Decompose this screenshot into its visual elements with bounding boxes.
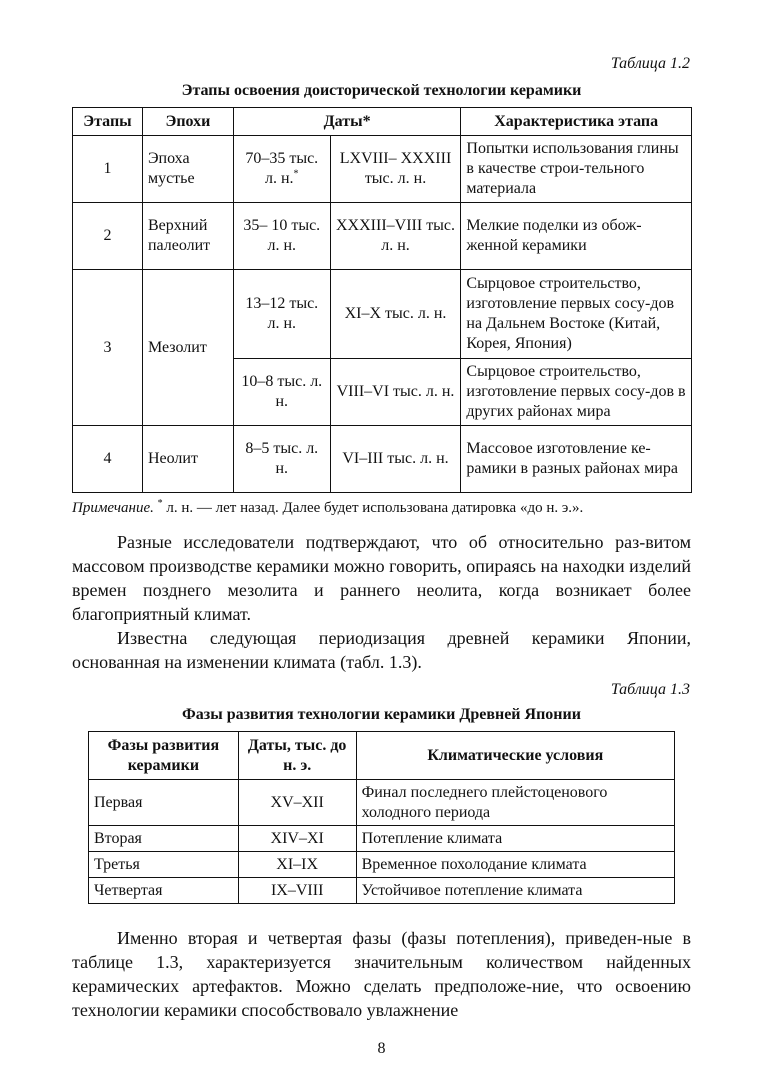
stage-cell: 1	[73, 136, 143, 203]
climate-cell: Устойчивое потепление климата	[356, 878, 674, 904]
table-1-2	[72, 107, 692, 493]
table-row	[89, 878, 675, 904]
date-roman-cell: VI–III тыс. л. н.	[330, 426, 461, 493]
paragraph-text: Известна следующая периодизация древней керамики Японии, основанная на изменении климата (табл. 1.3).	[72, 628, 691, 672]
table-header-cell: Характеристика этапа	[461, 108, 692, 136]
epoch-cell: Мезолит	[142, 270, 233, 426]
phase-cell: Вторая	[89, 826, 239, 852]
table-row	[73, 426, 692, 493]
paragraph-1	[72, 530, 691, 626]
dates-cell: IX–VIII	[238, 878, 356, 904]
stage-cell: 2	[73, 203, 143, 270]
stage-cell: 4	[73, 426, 143, 493]
table-1-3-label: Таблица 1.3	[610, 681, 690, 698]
date-roman-cell: XI–X тыс. л. н.	[330, 270, 461, 359]
description-cell: Сырцовое строительство, изготовление первых сосу-дов на Дальнем Востоке (Китай, Корея, Япония)	[461, 270, 692, 359]
footnote-marker: *	[293, 168, 299, 180]
note-marker: *	[157, 498, 163, 509]
date-cell: 10–8 тыс. л. н.	[233, 359, 330, 426]
date-roman-cell: VIII–VI тыс. л. н.	[330, 359, 461, 426]
table-header-cell: Даты, тыс. до н. э.	[238, 732, 356, 780]
table-row	[73, 203, 692, 270]
note-text: л. н. — лет назад. Далее будет использована датировка «до н. э.».	[162, 500, 584, 516]
phase-cell: Четвертая	[89, 878, 239, 904]
date-roman-cell: XXXIII–VIII тыс. л. н.	[330, 203, 461, 270]
paragraph-2	[72, 626, 691, 674]
note-label: Примечание.	[72, 500, 154, 516]
date-cell: 35– 10 тыс. л. н.	[233, 203, 330, 270]
epoch-cell: Неолит	[142, 426, 233, 493]
description-cell: Сырцовое строительство, изготовление первых сосу-дов в других районах мира	[461, 359, 692, 426]
climate-cell: Потепление климата	[356, 826, 674, 852]
climate-cell: Временное похолодание климата	[356, 852, 674, 878]
table-1-3	[88, 731, 675, 904]
description-cell: Массовое изготовление ке-рамики в разных районах мира	[461, 426, 692, 493]
page-number: 8	[377, 1040, 386, 1057]
date-cell: 13–12 тыс. л. н.	[233, 270, 330, 359]
dates-cell: XIV–XI	[238, 826, 356, 852]
phase-cell: Третья	[89, 852, 239, 878]
date-cell: 8–5 тыс. л. н.	[233, 426, 330, 493]
table-row	[89, 780, 675, 826]
climate-cell: Финал последнего плейстоценового холодного периода	[356, 780, 674, 826]
date-cell	[233, 136, 330, 203]
table-1-2-title: Этапы освоения доисторической технологии керамики	[181, 82, 582, 99]
paragraph-3	[72, 926, 691, 1022]
table-row	[89, 826, 675, 852]
table-header-cell: Этапы	[73, 108, 143, 136]
table-header-cell: Климатические условия	[356, 732, 674, 780]
table-1-2-label: Таблица 1.2	[610, 55, 690, 72]
table-header-cell: Даты*	[233, 108, 461, 136]
dates-cell: XV–XII	[238, 780, 356, 826]
table-row	[73, 136, 692, 203]
table-header-cell: Эпохи	[142, 108, 233, 136]
table-row	[73, 270, 692, 359]
description-cell: Попытки использования глины в качестве строи-тельного материала	[461, 136, 692, 203]
description-cell: Мелкие поделки из обож-женной керамики	[461, 203, 692, 270]
phase-cell: Первая	[89, 780, 239, 826]
stage-cell: 3	[73, 270, 143, 426]
date-roman-cell: LXVIII– XXXIII тыс. л. н.	[330, 136, 461, 203]
paragraph-text: Именно вторая и четвертая фазы (фазы потепления), приведен-ные в таблице 1.3, характеризуется значительным количеством найденных керамических артефактов. Можно сделать предположе-ние, что освоению технологии керамики способствовало увлажнение	[72, 928, 691, 1020]
table-note	[72, 500, 583, 517]
paragraph-text: Разные исследователи подтверждают, что об относительно раз-витом массовом производстве керамики можно говорить, опираясь на находки изделий времен позднего мезолита и раннего неолита, когда возникает более благоприятный климат.	[72, 532, 691, 624]
date-text: 70–35 тыс. л. н.	[245, 150, 319, 187]
epoch-cell: Верхний палеолит	[142, 203, 233, 270]
dates-cell: XI–IX	[238, 852, 356, 878]
table-row	[89, 852, 675, 878]
table-1-3-title: Фазы развития технологии керамики Древней Японии	[182, 706, 581, 723]
epoch-cell: Эпоха мустье	[142, 136, 233, 203]
table-header-cell: Фазы развития керамики	[89, 732, 239, 780]
